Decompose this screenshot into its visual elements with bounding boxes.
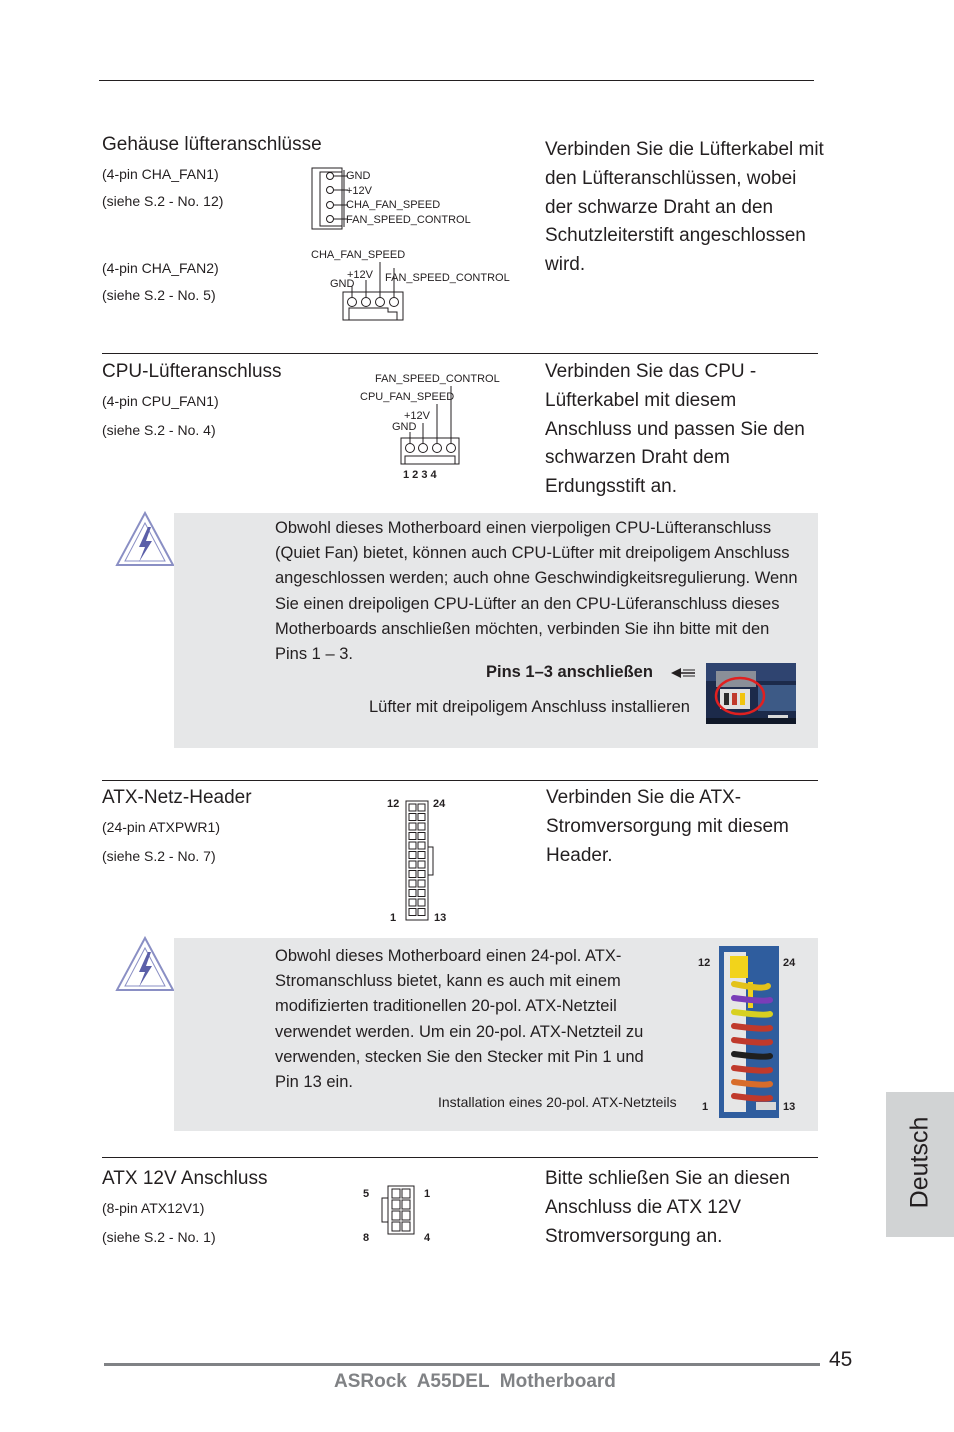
atx12v-label-5: 5	[363, 1188, 370, 1200]
description-line: Stromversorgung an.	[545, 1225, 723, 1247]
cha-fan2-label-gnd: GND	[330, 278, 355, 290]
cpu-fan-label-speed: CPU_FAN_SPEED	[360, 391, 455, 403]
atx-install-caption: Installation eines 20-pol. ATX-Netzteils	[438, 1094, 677, 1110]
description-line: Lüfterkabel mit diesem	[545, 389, 737, 411]
atx12v-description	[545, 1165, 790, 1251]
atx-connector-photo	[694, 942, 804, 1124]
description-line: Verbinden Sie das CPU -	[545, 361, 757, 382]
description-line: Anschluss und passen Sie den	[545, 418, 805, 440]
description-line: Stromversorgung mit diesem	[546, 815, 789, 837]
photo-label-1: 1	[702, 1101, 709, 1113]
atx-label-13: 13	[434, 912, 447, 924]
section-divider	[102, 780, 818, 781]
cpu-fan-connector-diagram	[355, 368, 505, 483]
section-divider	[102, 1157, 818, 1158]
photo-label-24: 24	[783, 957, 796, 969]
note-line: Sie einen dreipoligen CPU-Lüfter an den CPU-Lüferanschluss dieses	[275, 594, 780, 613]
cpu-fan-pin-numbers: 1 2 3 4	[403, 469, 437, 481]
photo-label-12: 12	[698, 957, 711, 969]
cha-fan1-label-gnd: GND	[346, 170, 371, 182]
atx-power-pin: (24-pin ATXPWR1)	[102, 819, 220, 835]
atx12v-ref: (siehe S.2 - No. 1)	[102, 1229, 216, 1245]
cha-fan2-ref: (siehe S.2 - No. 5)	[102, 287, 216, 303]
cha-fan1-label-speed: CHA_FAN_SPEED	[346, 199, 441, 211]
chassis-fan-description	[545, 136, 824, 280]
atx12v-label-8: 8	[363, 1232, 370, 1244]
atx12v-pin: (8-pin ATX12V1)	[102, 1200, 205, 1216]
cpu-fan-label-gnd: GND	[392, 421, 417, 433]
description-line: Header.	[546, 844, 613, 866]
note-line: angeschlossen werden; auch ohne Geschwindigkeitsregulierung. Wenn	[275, 569, 798, 588]
note-line: Motherboards anschließen möchten, verbinden Sie ihn bitte mit den	[275, 619, 770, 638]
atx-label-1: 1	[390, 912, 397, 924]
atx-label-12: 12	[387, 798, 400, 810]
page-number: 45	[829, 1348, 853, 1371]
atx12v-label-4: 4	[424, 1232, 431, 1244]
top-rule	[99, 80, 814, 81]
cha-fan2-label-speed: CHA_FAN_SPEED	[311, 249, 406, 261]
cpu-fan-pin: (4-pin CPU_FAN1)	[102, 393, 219, 409]
atx-power-description	[546, 784, 789, 870]
cha-fan2-label-12v: +12V	[347, 269, 373, 281]
cpu-fan-description	[545, 358, 805, 502]
chassis-fan-title: Gehäuse lüfteranschlüsse	[102, 134, 322, 155]
cpu-fan-label-control: FAN_SPEED_CONTROL	[375, 373, 500, 385]
note-line: verwendet werden. Um ein 20-pol. ATX-Netzteil zu	[275, 1022, 644, 1041]
atx12v-label-1: 1	[424, 1188, 431, 1200]
atx-note-box	[174, 938, 818, 1131]
note-line: Stromanschluss bietet, kann es auch mit einem	[275, 972, 621, 991]
cpu-fan-label-12v: +12V	[404, 410, 430, 422]
description-line: den Lüfteranschlüssen, wobei	[545, 167, 797, 189]
cpu-fan-title: CPU-Lüfteranschluss	[102, 361, 282, 382]
cha-fan2-label-control: FAN_SPEED_CONTROL	[385, 272, 510, 284]
section-divider	[102, 353, 818, 354]
language-label: Deutsch	[905, 1116, 934, 1209]
note-line: verwenden, stecken Sie den Stecker mit Pin 1 und	[275, 1047, 644, 1066]
warning-icon	[114, 510, 176, 568]
language-side-tab	[886, 1092, 954, 1237]
atx-note-text	[275, 944, 644, 1095]
footer-rule	[104, 1363, 820, 1366]
cha-fan2-pin: (4-pin CHA_FAN2)	[102, 260, 219, 276]
cha-fan1-ref: (siehe S.2 - No. 12)	[102, 193, 224, 209]
cpu-fan-note-box	[174, 513, 818, 748]
description-line: wird.	[545, 254, 586, 276]
description-line: Anschluss die ATX 12V	[545, 1196, 742, 1218]
pins-connect-label: Pins 1–3 anschließen	[486, 663, 653, 681]
description-line: Verbinden Sie die Lüfterkabel mit	[545, 139, 824, 160]
cha-fan1-label-12v: +12V	[346, 185, 372, 197]
note-line: Obwohl dieses Motherboard einen vierpoligen CPU-Lüfteranschluss	[275, 519, 772, 537]
cha-fan1-pin: (4-pin CHA_FAN1)	[102, 166, 219, 182]
cpu-fan-note-text	[275, 516, 798, 667]
cpu-fan-ref: (siehe S.2 - No. 4)	[102, 422, 216, 438]
fan-connector-photo	[706, 663, 796, 724]
description-line: Verbinden Sie die ATX-	[546, 787, 742, 808]
description-line: der schwarze Draht an den	[545, 196, 774, 218]
note-line: Obwohl dieses Motherboard einen 24-pol. ATX-	[275, 947, 622, 965]
warning-icon	[114, 935, 176, 993]
note-line: (Quiet Fan) bietet, können auch CPU-Lüfter mit dreipoligem Anschluss	[275, 544, 790, 563]
atx12v-title: ATX 12V Anschluss	[102, 1168, 268, 1189]
fan-install-caption: Lüfter mit dreipoligem Anschluss installieren	[369, 698, 690, 716]
footer-text: ASRock A55DEL Motherboard	[334, 1371, 616, 1392]
note-line: modifizierten traditionellen 20-pol. ATX-Netzteil	[275, 997, 617, 1016]
description-line: schwarzen Draht dem	[545, 447, 730, 469]
arrow-left-icon	[671, 666, 697, 680]
description-line: Bitte schließen Sie an diesen	[545, 1168, 791, 1189]
cha-fan1-connector-diagram	[300, 160, 500, 235]
note-line: Pins 1 – 3.	[275, 645, 353, 664]
cha-fan2-connector-diagram	[305, 244, 520, 326]
atx-label-24: 24	[433, 798, 446, 810]
atx12v-8pin-diagram	[358, 1183, 438, 1243]
atx-power-ref: (siehe S.2 - No. 7)	[102, 848, 216, 864]
atx-24pin-diagram	[380, 793, 460, 931]
photo-label-13: 13	[783, 1101, 796, 1113]
cha-fan1-label-control: FAN_SPEED_CONTROL	[346, 214, 471, 226]
atx-power-title: ATX-Netz-Header	[102, 787, 252, 808]
description-line: Schutzleiterstift angeschlossen	[545, 225, 806, 247]
description-line: Erdungsstift an.	[545, 476, 678, 498]
note-line: Pin 13 ein.	[275, 1073, 353, 1092]
